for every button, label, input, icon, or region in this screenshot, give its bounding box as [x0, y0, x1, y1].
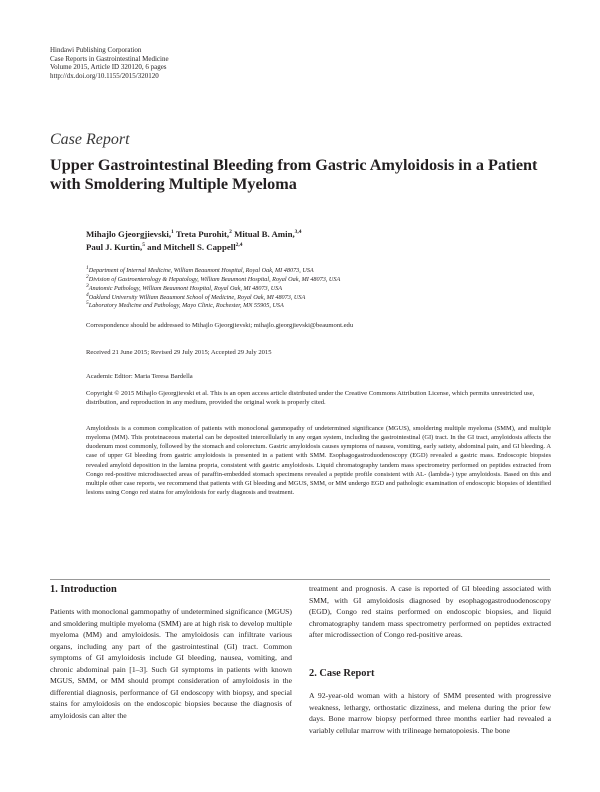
section-heading-introduction: 1. Introduction: [50, 584, 117, 595]
doi-link[interactable]: http://dx.doi.org/10.1155/2015/320120: [50, 71, 159, 80]
report-type: Case Report: [50, 131, 130, 148]
correspondence: Correspondence should be addressed to Mihajlo Gjeorgjievski; mihajlo.gjeorgjievski@beaumont.edu: [86, 322, 354, 329]
author-list: [86, 228, 556, 253]
introduction-text: Patients with monoclonal gammopathy of undetermined significance (MGUS) and smoldering multiple myeloma (SMM) are at high risk to develop multiple myeloma (MM) and amyloidosis. The amyloidosis can infiltrate various organs, including any part of the gastrointestinal (GI) tract. Common symptoms of GI amyloidosis include GI bleeding, nausea, vomiting, and chronic abdominal pain [1–3]. Such GI symptoms in patients with known MGUS, SMM, or MM should prompt consideration of amyloidosis in the differential diagnosis, performance of GI endoscopy with biopsy, and special stains for amyloidosis on the endoscopic biopsies because the diagnosis of amyloidosis can alter the: [50, 607, 292, 720]
journal-name: Case Reports in Gastrointestinal Medicine: [50, 54, 169, 63]
abstract: Amyloidosis is a common complication of patients with monoclonal gammopathy of undetermined significance (MGUS), smoldering multiple myeloma (SMM), and multiple myeloma (MM). This proteinaceous material can be deposited intercellularly in any organ system, including the gastrointestinal (GI) tract. In the GI tract, amyloidosis affects the duodenum most commonly, followed by the stomach and colorectum. Gastric amyloidosis causes symptoms of nausea, vomiting, early satiety, abdominal pain, and GI bleeding. A case of upper GI bleeding from gastric amyloidosis is presented in a patient with SMM. Esophagogastroduodenoscopy (EGD) revealed a gastric mass. Endoscopic biopsies revealed amyloid deposition in the lamina propria, consistent with gastric amyloidosis. Liquid chromatography tandem mass spectrometry performed on peptides extracted from Congo red-positive microdissected areas of paraffin-embedded stomach specimens revealed a peptide profile consistent with AL- (lambda-) type amyloidosis. Based on this and multiple other case reports, we recommend that patients with GI bleeding and MGUS, SMM, or MM undergo EGD and pathologic examination of endoscopic biopsies of identified lesions using Congo red stains for amyloidosis for early diagnosis and treatment.: [86, 425, 551, 497]
publisher: Hindawi Publishing Corporation: [50, 46, 142, 54]
copyright-notice: Copyright © 2015 Mihajlo Gjeorgjievski et al. This is an open access article distributed under the Creative Commons Attribution License, which permits unrestricted use, distribution, and reproduction in any medium, provided the original work is properly cited.: [86, 390, 535, 407]
affiliation-list: [86, 264, 556, 311]
section-divider: [50, 579, 550, 580]
academic-editor: Academic Editor: Maria Teresa Bardella: [86, 373, 193, 380]
affiliation: $^5$Laboratory Medicine and Pathology, Mayo Clinic, Rochester, MN 55905, USA: [86, 300, 284, 310]
author: Paul J. Kurtin,$^5$: [86, 241, 145, 252]
article-dates: Received 21 June 2015; Revised 29 July 2015; Accepted 29 July 2015: [86, 349, 272, 356]
affiliation: $^1$Department of Internal Medicine, William Beaumont Hospital, Royal Oak, MI 48073, USA: [86, 264, 314, 274]
journal-header: [50, 46, 169, 80]
case-report-text: A 92-year-old woman with a history of SMM presented with progressive weakness, lethargy, orthostatic dizziness, and melena during the prior few days. Bone marrow biopsy performed three months earlier had revealed a variably cellular marrow with trilineage hematopoiesis. The bone: [309, 691, 551, 735]
paper-title: Upper Gastrointestinal Bleeding from Gastric Amyloidosis in a Patient with Smoldering Multiple Myeloma: [50, 156, 538, 193]
author: Mitual B. Amin,$^{3,4}$: [234, 229, 302, 239]
section-heading-case-report: 2. Case Report: [309, 668, 375, 679]
affiliation: $^4$Oakland University William Beaumont School of Medicine, Royal Oak, MI 48073, USA: [86, 291, 306, 301]
column2-text: treatment and prognosis. A case is reported of GI bleeding associated with SMM, with GI amyloidosis diagnosed by esophagogastroduodenoscopy (EGD), Congo red stains performed on endoscopic biopsies, and liquid chromatography tandem mass spectrometry performed on peptides extracted after microdissection of Congo red-positive areas.: [309, 584, 551, 639]
author: Treta Purohit,$^2$: [175, 229, 232, 239]
affiliation: $^2$Division of Gastroenterology & Hepatology, William Beaumont Hospital, Royal Oak, MI 48073, USA: [86, 273, 341, 283]
author: Mihajlo Gjeorgjievski,$^1$: [86, 229, 174, 239]
volume-info: Volume 2015, Article ID 320120, 6 pages: [50, 63, 167, 72]
affiliation: $^3$Anatomic Pathology, William Beaumont Hospital, Royal Oak, MI 48073, USA: [86, 282, 283, 292]
author: and Mitchell S. Cappell$^{2,4}$: [147, 241, 243, 252]
